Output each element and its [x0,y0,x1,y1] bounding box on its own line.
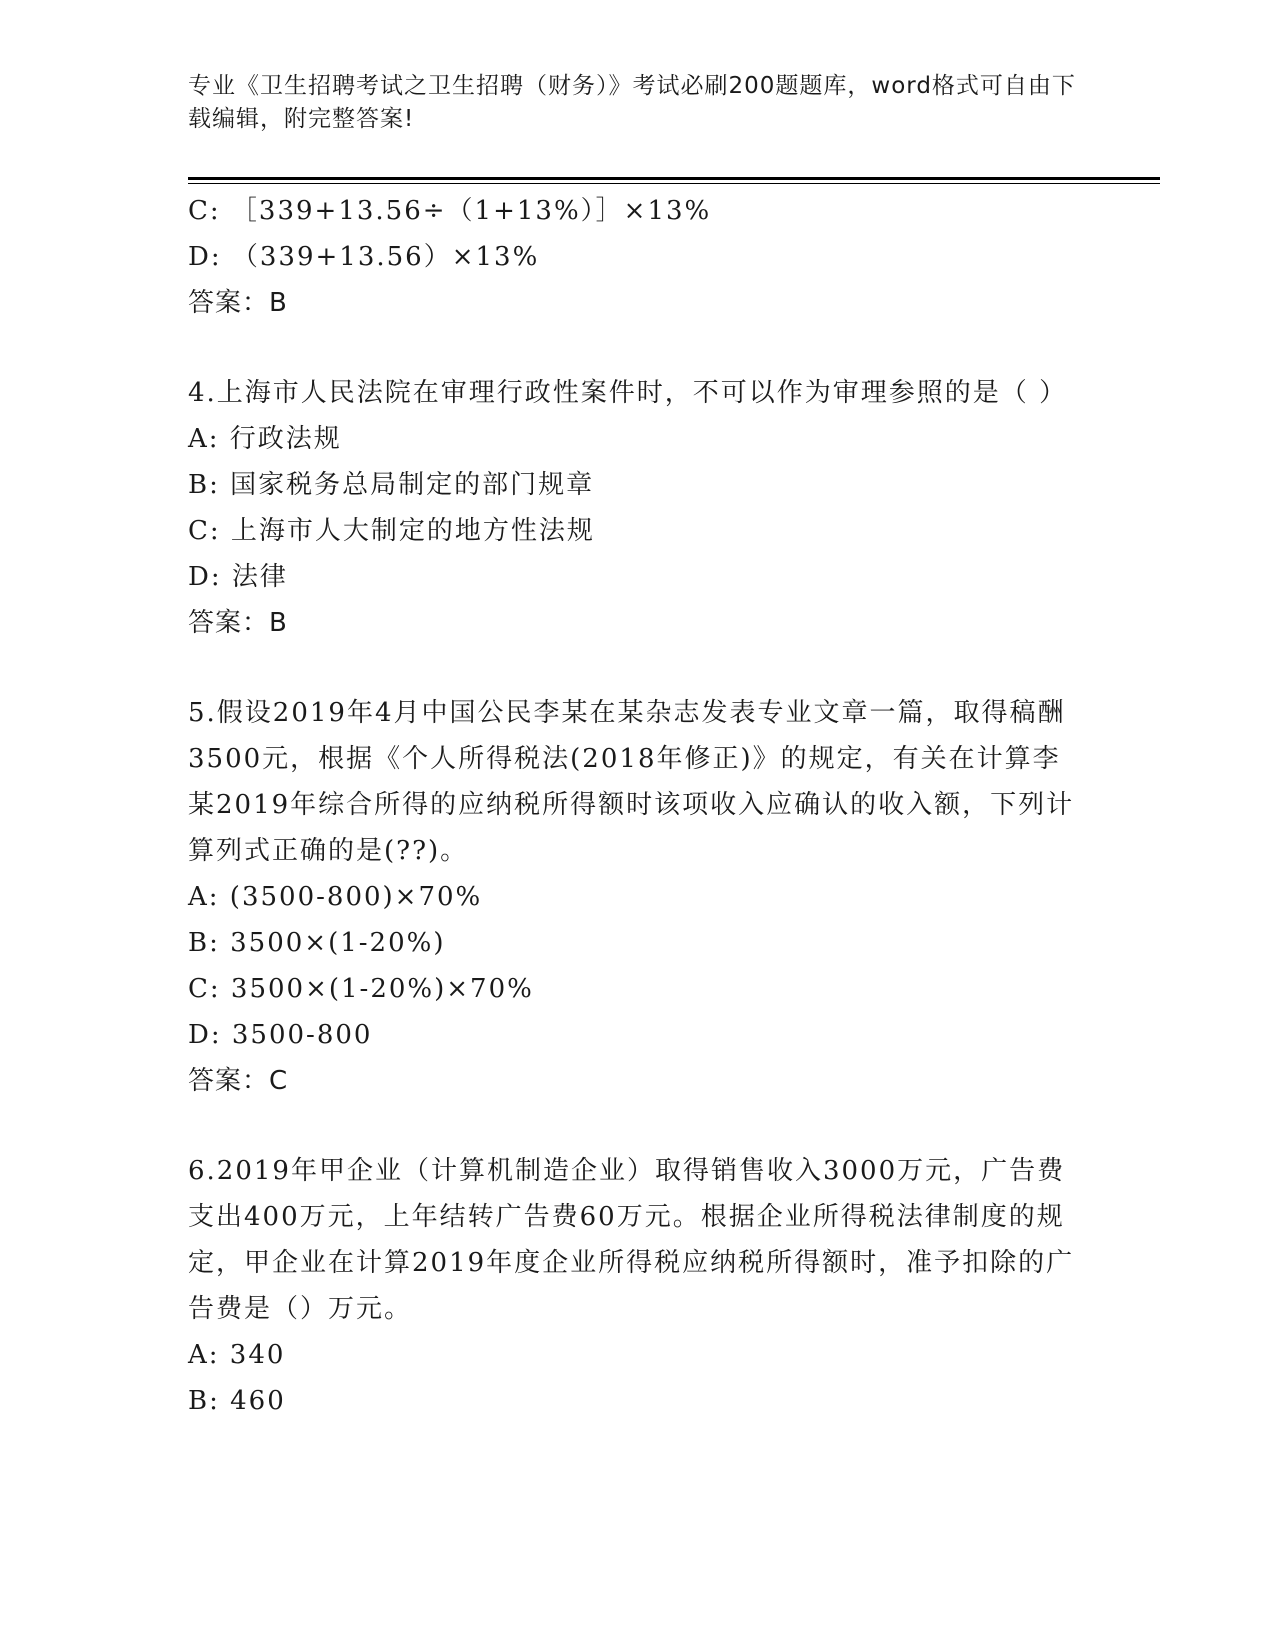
answer-line: 答案：B [188,608,288,638]
question-3-tail [188,188,1088,326]
question-stem: 4.上海市人民法院在审理行政性案件时，不可以作为审理参照的是（ ） [188,378,1068,408]
option-b: B: 3500×(1-20%) [188,928,446,958]
question-4 [188,370,1088,646]
header-rule-thin [188,183,1160,184]
answer-line: 答案：C [188,1066,289,1096]
document-body [188,188,1088,1424]
option-c: C: 3500×(1-20%)×70% [188,974,534,1004]
question-stem: 5.假设2019年4月中国公民李某在某杂志发表专业文章一篇，取得稿酬3500元，根据《个人所得税法(2018年修正)》的规定，有关在计算李某2019年综合所得的应纳税所得额时该项收入应确认的收入额，下列计算列式正确的是(??)。 [188,698,1075,866]
option-d: D: 3500-800 [188,1020,373,1050]
document-header: 专业《卫生招聘考试之卫生招聘（财务）》考试必刷200题题库，word格式可自由下载编辑，附完整答案! [188,73,1076,132]
option-b: B: 国家税务总局制定的部门规章 [188,470,595,500]
option-d: D: 法律 [188,562,288,592]
answer-line: 答案：B [188,288,288,318]
option-a: A: 行政法规 [188,424,342,454]
question-5 [188,690,1088,1104]
option-a: A: (3500-800)×70% [188,882,483,912]
option-d: D: （339+13.56）×13% [188,242,540,272]
option-c: C: ［339+13.56÷（1+13%）］×13% [188,196,712,226]
option-c: C: 上海市人大制定的地方性法规 [188,516,595,546]
question-6 [188,1148,1088,1424]
option-b: B: 460 [188,1386,286,1416]
question-stem: 6.2019年甲企业（计算机制造企业）取得销售收入3000万元，广告费支出400万元，上年结转广告费60万元。根据企业所得税法律制度的规定，甲企业在计算2019年度企业所得税应纳税所得额时，准予扣除的广告费是（）万元。 [188,1156,1075,1324]
option-a: A: 340 [188,1340,286,1370]
header-rule-thick [188,177,1160,180]
